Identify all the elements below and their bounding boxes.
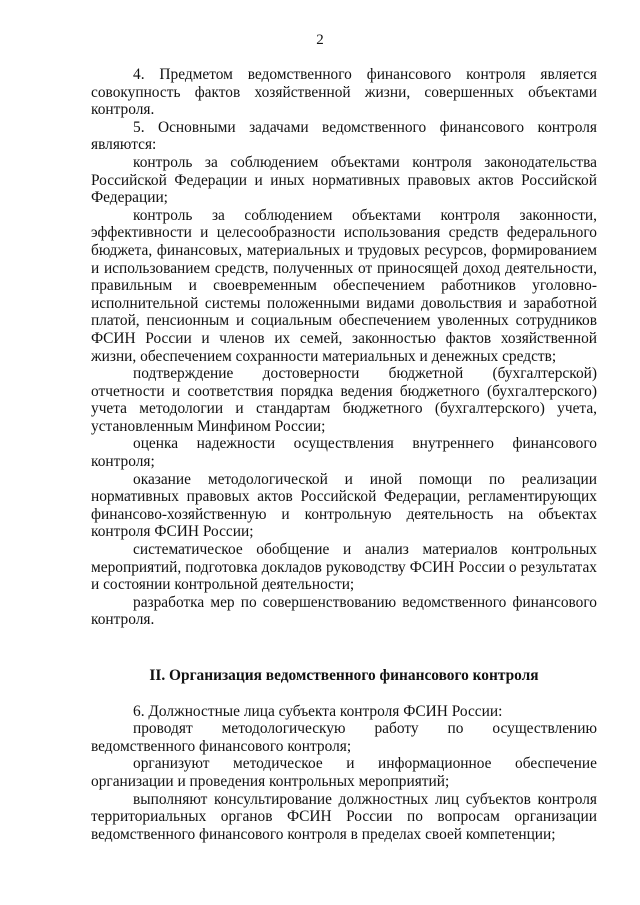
- task-methodological-assistance: оказание методологической и иной помощи по реализации нормативных правовых актов Российской Федерации, регламентирующих финансово-хозяйственную и контрольную деятельность на объектах контроля ФСИН России;: [91, 470, 597, 541]
- page-number: 2: [316, 32, 324, 48]
- task-improvement-measures: разработка мер по совершенствованию ведомственного финансового контроля.: [91, 593, 597, 629]
- task-compliance-legislation: контроль за соблюдением объектами контроля законодательства Российской Федерации и иных нормативных правовых актов Российской Федерации;: [91, 153, 597, 207]
- task-internal-control-assessment: оценка надежности осуществления внутреннего финансового контроля;: [91, 435, 597, 471]
- paragraph-item-6: 6. Должностные лица субъекта контроля ФСИН России:: [133, 702, 503, 720]
- task-compliance-legality: контроль за соблюдением объектами контроля законности, эффективности и целесообразности использования средств федерального бюджета, финансовых, материальных и трудовых ресурсов, формированием и использованием средств, полученных от приносящей доход деятельности, правильным и своевременным обеспечением работников уголовно-исполнительной системы положенными видами довольствия и заработной платой, пенсионным и социальным обеспечением уволенных сотрудников ФСИН России и членов их семей, законностью фактов хозяйственной жизни, обеспечением сохранности материальных и денежных средств;: [91, 206, 597, 365]
- paragraph-item-4: 4. Предметом ведомственного финансового контроля является совокупность фактов хозяйственной жизни, совершенных объектами контроля.: [91, 66, 597, 119]
- duty-consulting: выполняют консультирование должностных лиц субъектов контроля территориальных органов ФСИН России по вопросам организации ведомственного финансового контроля в пределах своей компетенции;: [91, 790, 597, 843]
- section-title: II. Организация ведомственного финансового контроля: [149, 667, 539, 684]
- task-analysis-reports: систематическое обобщение и анализ материалов контрольных мероприятий, подготовка докладов руководству ФСИН России о результатах и состоянии контрольной деятельности;: [91, 541, 597, 594]
- duty-information-support: организуют методическое и информационное обеспечение организации и проведения контрольных мероприятий;: [91, 755, 597, 790]
- document-body: [91, 66, 597, 843]
- duty-methodological-work: проводят методологическую работу по осуществлению ведомственного финансового контроля;: [91, 720, 597, 755]
- task-reporting-reliability: подтверждение достоверности бюджетной (бухгалтерской) отчетности и соответствия порядка ведения бюджетного (бухгалтерского) учета методологии и стандартам бюджетного (бухгалтерского) учета, установленным Минфином России;: [91, 365, 597, 435]
- paragraph-item-5: 5. Основными задачами ведомственного финансового контроля являются:: [91, 118, 597, 154]
